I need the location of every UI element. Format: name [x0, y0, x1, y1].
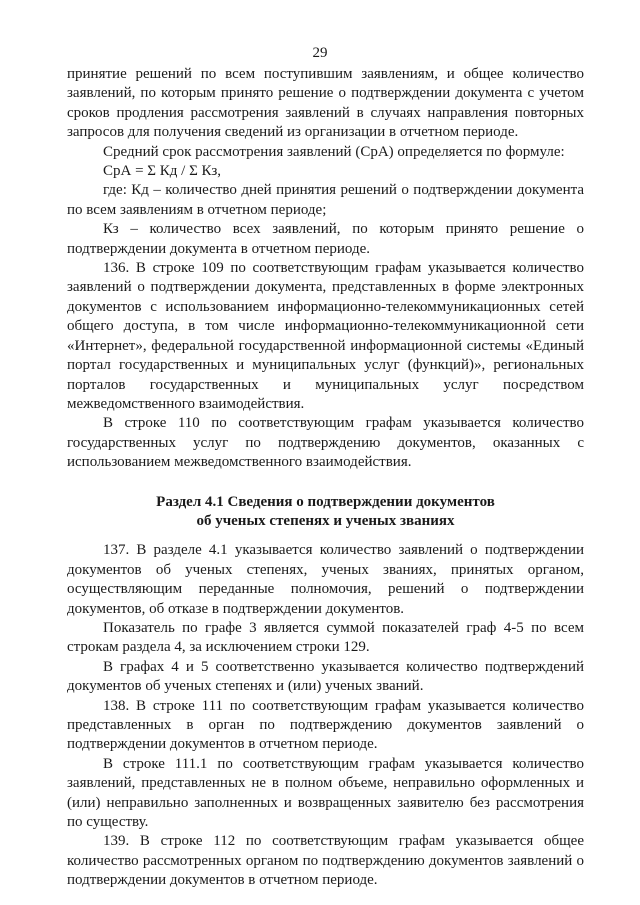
- paragraph-columns-4-5: В графах 4 и 5 соответственно указывается количество подтверждений документов об ученых степенях и (или) ученых званий.: [67, 658, 584, 695]
- paragraph-139: 139. В строке 112 по соответствующим графам указывается общее количество рассмотренных органом по подтверждению документов заявлений о подтверждении документов в отчетном периоде.: [67, 833, 584, 889]
- paragraph-kd-definition: где: Кд – количество дней принятия решений о подтверждении документа по всем заявлениям в отчетном периоде;: [67, 182, 584, 218]
- page-number: 29: [312, 45, 328, 61]
- section-heading-line-1: Раздел 4.1 Сведения о подтверждении документов: [156, 493, 495, 510]
- paragraph-formula-intro: Средний срок рассмотрения заявлений (СрА) определяется по формуле:: [103, 143, 565, 160]
- page-body: [67, 65, 584, 891]
- paragraph-row-111-1: В строке 111.1 по соответствующим графам указывается количество заявлений, представленных не в полном объеме, неправильно оформленных и (или) неправильно заполненных и возвращенных заявителю без рассмотрения по существу.: [67, 755, 584, 831]
- paragraph-138: 138. В строке 111 по соответствующим графам указывается количество представленных в орган по подтверждению документов заявлений о подтверждении документов в отчетном периоде.: [67, 697, 584, 753]
- section-heading: [67, 493, 584, 532]
- paragraph-continuation: принятие решений по всем поступившим заявлениям, и общее количество заявлений, по которым принято решение о подтверждении документа с учетом сроков продления рассмотрения заявлений в случаях направления повторных запросов для получения сведений из организации в отчетном периоде.: [67, 66, 584, 141]
- paragraph-row-110: В строке 110 по соответствующим графам указывается количество государственных услуг по подтверждению документов, оказанных с использованием межведомственного взаимодействия.: [67, 415, 584, 471]
- formula: [67, 162, 584, 181]
- formula-text: СрА = Σ Кд / Σ Кз,: [103, 163, 222, 180]
- paragraph-kz-definition: Кз – количество всех заявлений, по которым принято решение о подтверждении документа в отчетном периоде.: [67, 221, 584, 257]
- paragraph-column-3: Показатель по графе 3 является суммой показателей граф 4-5 по всем строкам раздела 4, за исключением строки 129.: [67, 619, 584, 656]
- section-heading-line-2: об ученых степенях и ученых званиях: [196, 512, 455, 529]
- paragraph-137: 137. В разделе 4.1 указывается количество заявлений о подтверждении документов об ученых степенях, ученых званиях, принятых органом, осуществляющим переданные полномочия, решений о подтверждении документов, об отказе в подтверждении документов.: [67, 542, 584, 617]
- paragraph-136: 136. В строке 109 по соответствующим графам указывается количество заявлений о подтверждении документа, представленных в форме электронных документов с использованием информационно-телекоммуникационных сетей общего доступа, в том числе информационно-телекоммуникационной сети «Интернет», федеральной государственной информационной системы «Единый портал государственных и муниципальных услуг (функций)», региональных порталов государственных и муниципальных услуг посредством межведомственного взаимодействия.: [67, 260, 584, 412]
